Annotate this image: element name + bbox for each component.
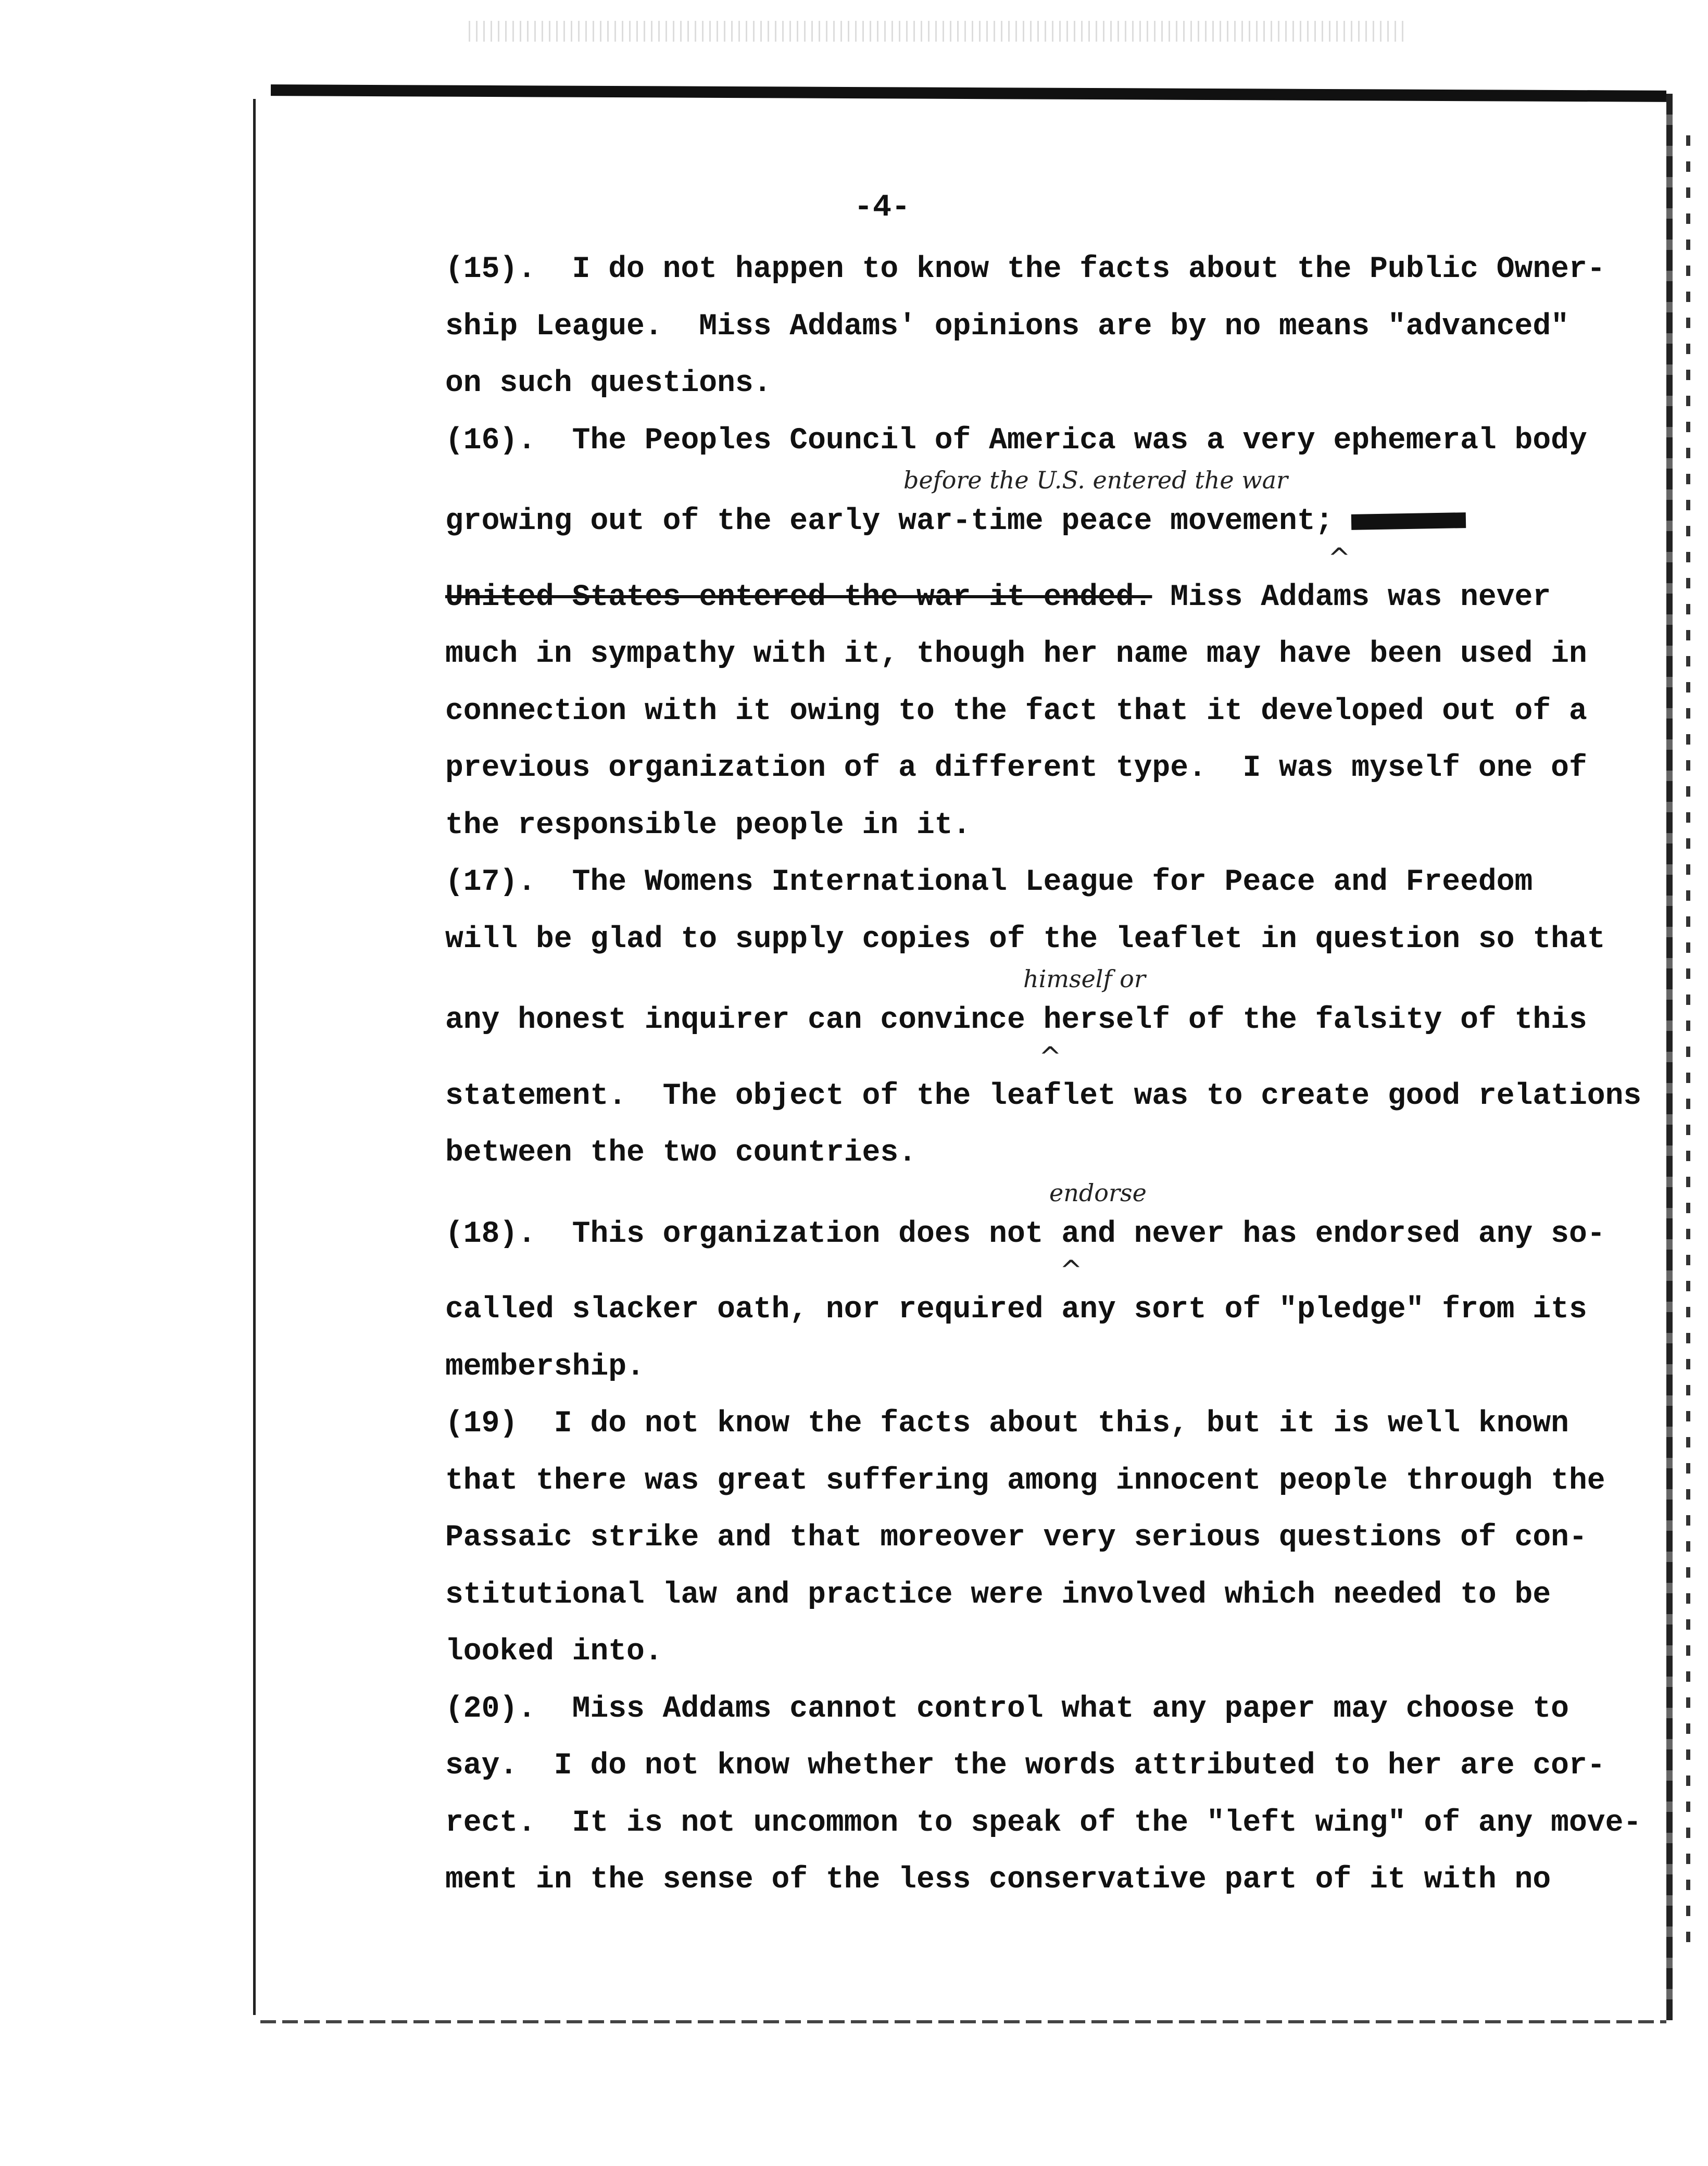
scan-left-edge xyxy=(253,99,256,2015)
caret-row xyxy=(445,544,1643,573)
annotation-row xyxy=(445,964,1643,994)
text-line: much in sympathy with it, though her name may have been used in xyxy=(445,637,1587,671)
text-line: connection with it owing to the fact that it developed out of a xyxy=(445,694,1587,728)
text-line: called slacker oath, nor required any sort of "pledge" from its xyxy=(445,1293,1587,1327)
scan-noise xyxy=(469,21,1406,42)
text-line: (20). Miss Addams cannot control what any paper may choose to xyxy=(445,1692,1569,1726)
text-line: (16). The Peoples Council of America was a very ephemeral body xyxy=(445,423,1587,458)
text-line: ship League. Miss Addams' opinions are by no means "advanced" xyxy=(445,309,1569,344)
document-body xyxy=(445,249,1643,1917)
insertion-caret: ^ xyxy=(1328,542,1351,574)
insertion-caret: ^ xyxy=(1039,1041,1062,1073)
scan-right-edge-shadow xyxy=(1686,135,1690,1958)
text-line: will be glad to supply copies of the leaflet in question so that xyxy=(445,922,1605,956)
page-number: -4- xyxy=(854,190,911,225)
text-segment: growing out of the early war-time peace movement; xyxy=(445,505,1334,538)
text-line: that there was great suffering among innocent people through the xyxy=(445,1464,1605,1498)
text-line: the responsible people in it. xyxy=(445,808,971,842)
text-line: any honest inquirer can convince herself of the falsity of this xyxy=(445,1003,1587,1037)
insertion-caret: ^ xyxy=(1060,1255,1083,1286)
caret-row xyxy=(445,1256,1643,1285)
text-line: membership. xyxy=(445,1350,645,1384)
text-line: (18). This organization does not and never has endorsed any so- xyxy=(445,1217,1605,1251)
scan-right-edge xyxy=(1666,94,1673,2020)
text-line: (19) I do not know the facts about this, but it is well known xyxy=(445,1407,1569,1441)
scan-bottom-edge xyxy=(260,2020,1666,2023)
text-line: (15). I do not happen to know the facts about the Public Owner- xyxy=(445,253,1605,286)
scan-top-edge xyxy=(271,84,1666,102)
text-segment: Miss Addams was never xyxy=(1152,580,1551,614)
text-line: looked into. xyxy=(445,1635,663,1669)
text-line: (17). The Womens International League for Peace and Freedom xyxy=(445,865,1533,899)
text-line: stitutional law and practice were involved which needed to be xyxy=(445,1578,1551,1612)
text-line xyxy=(445,577,1643,634)
text-line: say. I do not know whether the words attributed to her are cor- xyxy=(445,1749,1605,1783)
annotation-row xyxy=(445,465,1643,496)
text-line: rect. It is not uncommon to speak of the "left wing" of any move- xyxy=(445,1806,1642,1840)
text-line: between the two countries. xyxy=(445,1136,916,1170)
text-line: Passaic strike and that moreover very serious questions of con- xyxy=(445,1521,1587,1555)
handwritten-insertion: before the U.S. entered the war xyxy=(903,466,1288,494)
text-line: on such questions. xyxy=(445,367,772,400)
text-line: ment in the sense of the less conservative part of it with no xyxy=(445,1863,1551,1897)
text-line: previous organization of a different type. I was myself one of xyxy=(445,751,1587,785)
struck-text: United States entered the war it ended. xyxy=(445,580,1152,614)
redaction-blot xyxy=(1351,512,1466,530)
handwritten-insertion: himself or xyxy=(1023,965,1146,993)
text-line: statement. The object of the leaflet was to create good relations xyxy=(445,1079,1642,1113)
handwritten-insertion: endorse xyxy=(1049,1178,1147,1207)
annotation-row xyxy=(445,1178,1643,1208)
caret-row xyxy=(445,1042,1643,1072)
